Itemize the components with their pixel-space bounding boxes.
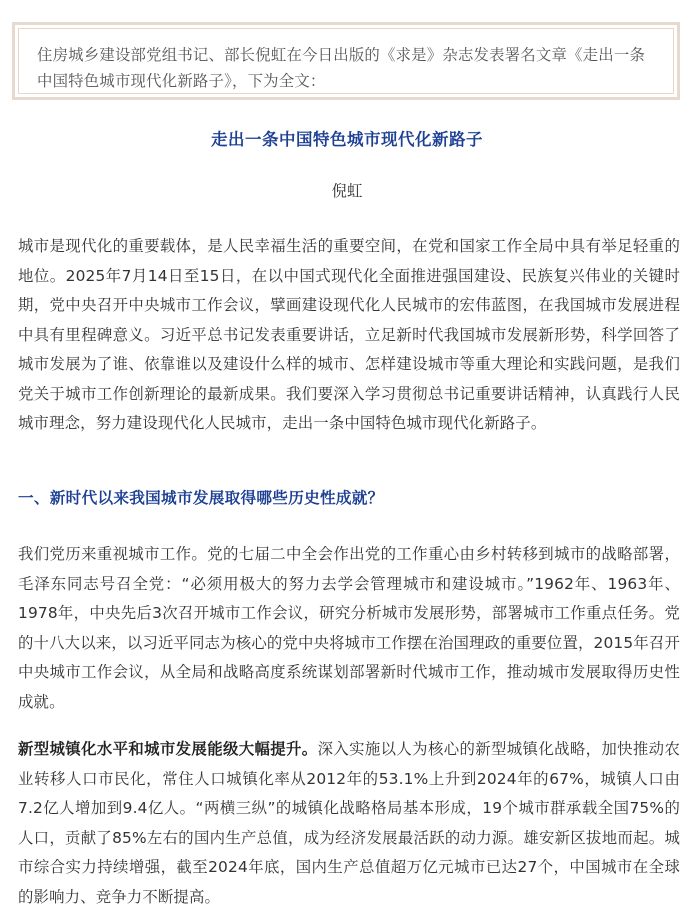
paragraph-2: 我们党历来重视城市工作。党的七届二中全会作出党的工作重心由乡村转移到城市的战略部署，毛泽东同志号召全党：“必须用极大的努力去学会管理城市和建设城市。”1962年、1963年、1978年，中央先后3次召开城市工作会议，研究分析城市发展形势，部署城市工作重点任务。党的十八大以来，以习近平同志为核心的党中央将城市工作摆在治国理政的重要位置，2015年召开中央城市工作会议，从全局和战略高度系统谋划部署新时代城市工作，推动城市发展取得历史性成就。 (18, 545, 680, 711)
section-heading-1: 一、新时代以来我国城市发展取得哪些历史性成就？ (18, 489, 384, 507)
article-author: 倪虹 (331, 182, 363, 200)
paragraph-3 (18, 735, 680, 912)
intro-box (12, 22, 680, 100)
paragraph-3-body: 深入实施以人为核心的新型城镇化战略，加快推动农业转移人口市民化，常住人口城镇化率从2012年的53.1%上升到2024年的67%，城镇人口由7.2亿人增加到9.4亿人。“两横三纵”的城镇化战略格局基本形成，19个城市群承载全国75%的人口，贡献了85%左右的国内生产总值，成为经济发展最活跃的动力源。雄安新区拔地而起。城市综合实力持续增强，截至2024年底，国内生产总值超万亿元城市已达27个，中国城市在全球的影响力、竞争力不断提高。 (18, 740, 680, 906)
article-title: 走出一条中国特色城市现代化新路子 (211, 130, 483, 149)
intro-text: 住房城乡建设部党组书记、部长倪虹在今日出版的《求是》杂志发表署名文章《走出一条中国特色城市现代化新路子》，下为全文： (18, 28, 674, 94)
paragraph-1: 城市是现代化的重要载体，是人民幸福生活的重要空间，在党和国家工作全局中具有举足轻重的地位。2025年7月14日至15日，在以中国式现代化全面推进强国建设、民族复兴伟业的关键时期，党中央召开中央城市工作会议，擘画建设现代化人民城市的宏伟蓝图，在我国城市发展进程中具有里程碑意义。习近平总书记发表重要讲话，立足新时代我国城市发展新形势，科学回答了城市发展为了谁、依靠谁以及建设什么样的城市、怎样建设城市等重大理论和实践问题，是我们党关于城市工作创新理论的最新成果。我们要深入学习贯彻总书记重要讲话精神，认真践行人民城市理念，努力建设现代化人民城市，走出一条中国特色城市现代化新路子。 (18, 237, 680, 432)
paragraph-3-lead: 新型城镇化水平和城市发展能级大幅提升。 (18, 740, 318, 758)
